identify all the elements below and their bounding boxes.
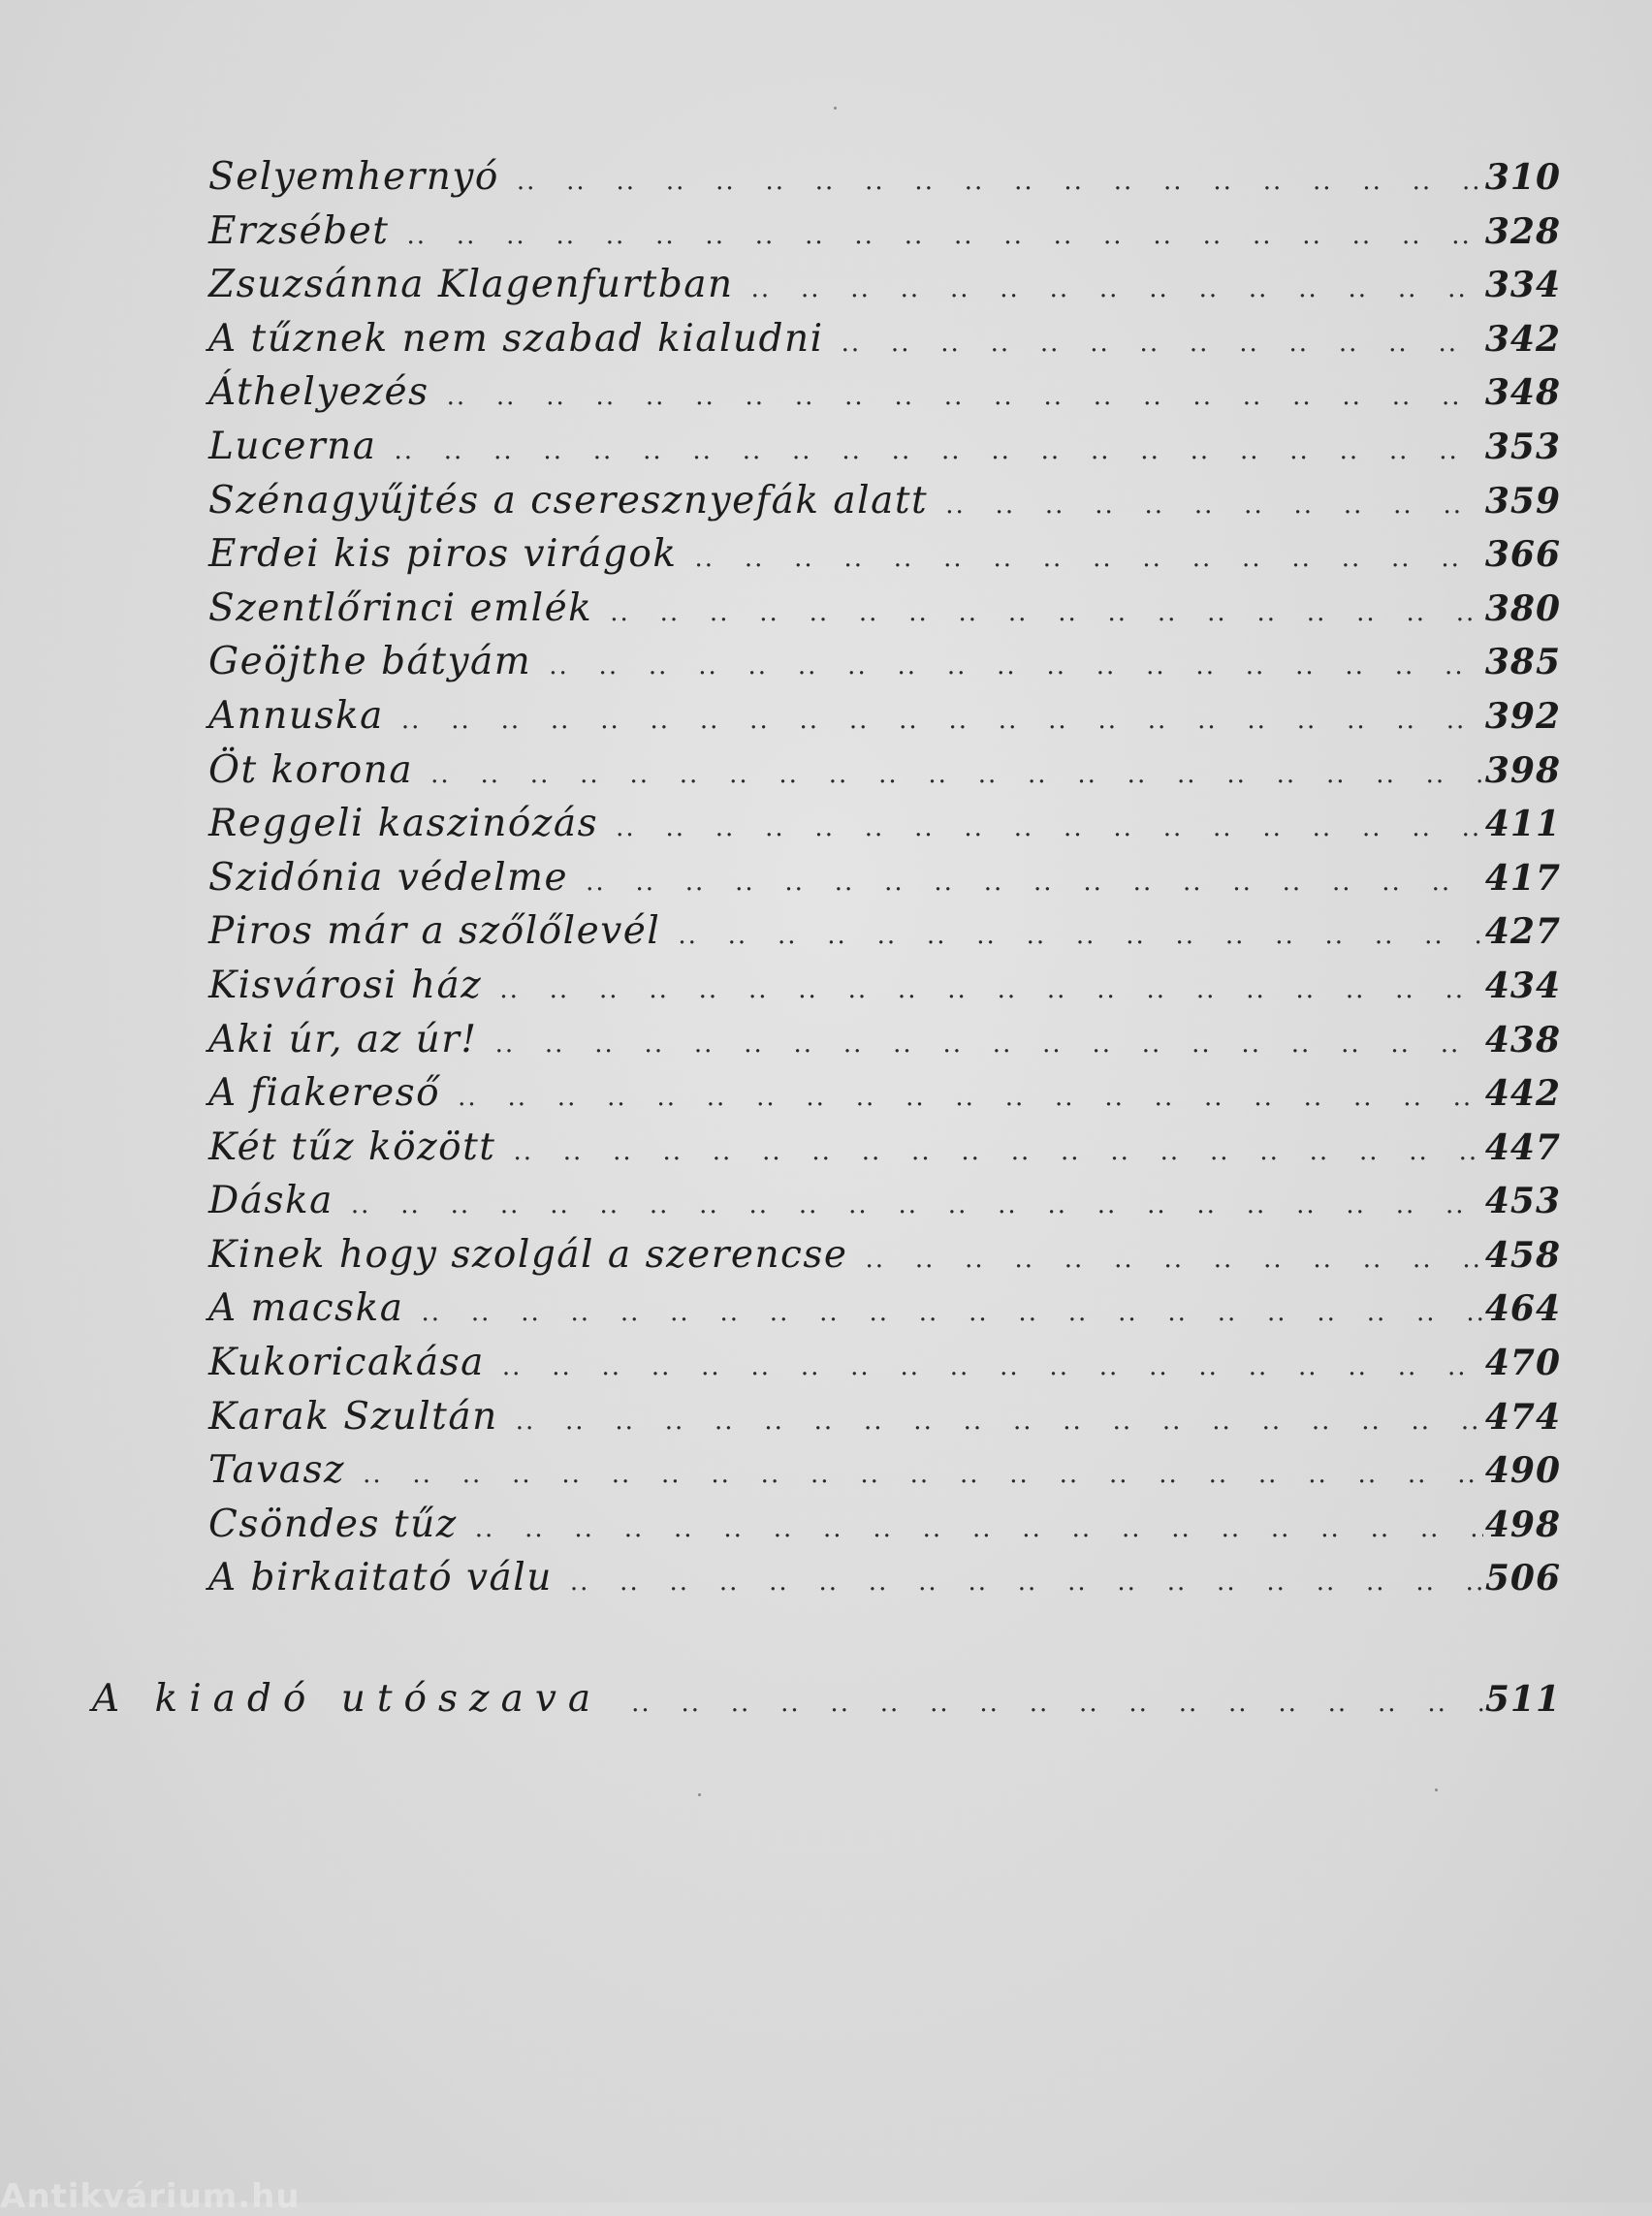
toc-entry	[208, 1556, 1561, 1610]
toc-entry-title: Szidónia védelme	[208, 855, 569, 900]
dot-leader	[458, 1083, 1483, 1112]
paper-speck	[834, 107, 837, 110]
toc-entry	[208, 640, 1561, 694]
toc-entry-title: A macska	[208, 1286, 404, 1331]
toc-entry-page: 411	[1484, 804, 1561, 845]
toc-entry	[208, 694, 1561, 748]
paper-speck	[698, 1793, 701, 1796]
toc-entry-title: Kinek hogy szolgál a szerencse	[208, 1232, 848, 1277]
toc-entry	[208, 1503, 1561, 1557]
toc-entry-title: Szénagyűjtés a cseresznyefák alatt	[208, 478, 929, 522]
toc-entry-page: 366	[1484, 534, 1561, 576]
toc-entry	[208, 209, 1561, 264]
toc-entry-page: 359	[1484, 480, 1561, 522]
dot-leader	[422, 1298, 1483, 1327]
toc-entry-page: 334	[1484, 265, 1561, 306]
toc-entry-page: 474	[1484, 1396, 1561, 1438]
toc-entry-page: 442	[1484, 1073, 1561, 1115]
toc-entry	[208, 1233, 1561, 1287]
dot-leader	[475, 1514, 1483, 1543]
toc-entry-page: 385	[1484, 642, 1561, 683]
dot-leader	[394, 436, 1483, 465]
dot-leader	[363, 1460, 1483, 1489]
afterword-page: 511	[1484, 1679, 1561, 1720]
dot-leader	[842, 329, 1483, 358]
toc-entry	[208, 1448, 1561, 1503]
dot-leader	[406, 221, 1483, 250]
toc-entry-title: A tűznek nem szabad kialudni	[208, 316, 824, 361]
toc-entry	[208, 802, 1561, 856]
toc-entry	[208, 1286, 1561, 1341]
toc-entry	[208, 1125, 1561, 1180]
toc-entry-title: Tavasz	[208, 1448, 346, 1493]
toc-entry	[208, 1179, 1561, 1233]
watermark: Antikvárium.hu	[0, 2177, 301, 2216]
toc-entry-page: 348	[1484, 372, 1561, 414]
afterword-entry	[92, 1677, 1561, 1731]
dot-leader	[549, 651, 1483, 681]
toc-entry-title: Zsuzsánna Klagenfurtban	[208, 263, 734, 307]
toc-entry-page: 353	[1484, 426, 1561, 467]
dot-leader	[517, 167, 1483, 196]
toc-entry-page: 498	[1484, 1504, 1561, 1545]
toc-entry-title: Erzsébet	[208, 208, 390, 253]
toc-entry-page: 490	[1484, 1450, 1561, 1492]
dot-leader	[678, 921, 1483, 950]
dot-leader	[502, 1352, 1483, 1381]
toc-entry-title: Lucerna	[208, 424, 377, 468]
toc-entry-title: Erdei kis piros virágok	[208, 532, 678, 577]
toc-entry	[208, 263, 1561, 317]
toc-entry-title: A fiakereső	[208, 1071, 441, 1116]
toc-entry-title: Geöjthe bátyám	[208, 640, 532, 684]
dot-leader	[586, 868, 1483, 897]
dot-leader	[570, 1567, 1483, 1597]
toc-entry-title: A birkaitató válu	[208, 1556, 553, 1600]
dot-leader	[695, 544, 1484, 573]
toc-entry-title: Piros már a szőlőlevél	[208, 909, 661, 954]
dot-leader	[516, 1407, 1483, 1436]
toc-entry-page: 447	[1484, 1126, 1561, 1168]
toc-entry-page: 470	[1484, 1343, 1561, 1384]
toc-entry	[208, 964, 1561, 1018]
toc-entry	[208, 317, 1561, 371]
toc-entry-title: Reggeli kaszinózás	[208, 802, 599, 846]
toc-entry	[208, 370, 1561, 425]
toc-entry-title: Csöndes tűz	[208, 1502, 458, 1546]
dot-leader	[631, 1689, 1483, 1718]
dot-leader	[430, 760, 1483, 789]
dot-leader	[495, 1029, 1483, 1059]
toc-entry-page: 310	[1484, 157, 1561, 198]
toc-entry-title: Annuska	[208, 693, 384, 738]
dot-leader	[866, 1245, 1484, 1274]
toc-entry	[208, 856, 1561, 910]
dot-leader	[513, 1137, 1483, 1166]
toc-entry-page: 458	[1484, 1234, 1561, 1276]
toc-entry-page: 328	[1484, 210, 1561, 252]
toc-entry	[208, 1071, 1561, 1125]
toc-entry-page: 453	[1484, 1181, 1561, 1222]
toc-entry-page: 434	[1484, 965, 1561, 1006]
toc-entry	[208, 1018, 1561, 1072]
toc-entry-page: 392	[1484, 695, 1561, 737]
toc-entry-title: Aki úr, az úr!	[208, 1017, 478, 1061]
dot-leader	[351, 1190, 1483, 1219]
toc-entry	[208, 155, 1561, 209]
toc-entry-title: Karak Szultán	[208, 1394, 498, 1439]
dot-leader	[751, 274, 1483, 303]
dot-leader	[610, 598, 1483, 627]
toc-entry-page: 506	[1484, 1558, 1561, 1599]
toc-entry-page: 464	[1484, 1288, 1561, 1330]
table-of-contents	[208, 155, 1561, 1610]
toc-entry-title: Dáska	[208, 1179, 334, 1223]
toc-entry-page: 380	[1484, 587, 1561, 629]
dot-leader	[945, 491, 1483, 520]
toc-entry	[208, 1341, 1561, 1395]
toc-entry	[208, 532, 1561, 586]
toc-entry	[208, 748, 1561, 803]
toc-entry	[208, 479, 1561, 533]
dot-leader	[499, 975, 1483, 1004]
toc-entry	[208, 909, 1561, 964]
dot-leader	[401, 706, 1483, 735]
afterword-title: A kiadó utószava	[92, 1677, 603, 1721]
toc-entry-page: 427	[1484, 911, 1561, 953]
toc-entry-title: Selyemhernyó	[208, 155, 499, 199]
toc-entry-title: Kukoricakása	[208, 1341, 485, 1385]
toc-entry-page: 417	[1484, 857, 1561, 899]
dot-leader	[616, 813, 1483, 842]
toc-entry-title: Öt korona	[208, 747, 414, 792]
toc-entry-title: Szentlőrinci emlék	[208, 586, 593, 630]
toc-entry-page: 398	[1484, 749, 1561, 791]
toc-entry	[208, 586, 1561, 641]
toc-entry-page: 342	[1484, 318, 1561, 360]
toc-entry	[208, 425, 1561, 479]
toc-entry-title: Kisvárosi ház	[208, 963, 483, 1007]
toc-entry-title: Áthelyezés	[208, 370, 429, 415]
toc-entry-title: Két tűz között	[208, 1124, 496, 1169]
toc-entry	[208, 1395, 1561, 1449]
toc-entry-page: 438	[1484, 1019, 1561, 1061]
dot-leader	[447, 382, 1483, 411]
paper-speck	[1435, 1789, 1438, 1791]
